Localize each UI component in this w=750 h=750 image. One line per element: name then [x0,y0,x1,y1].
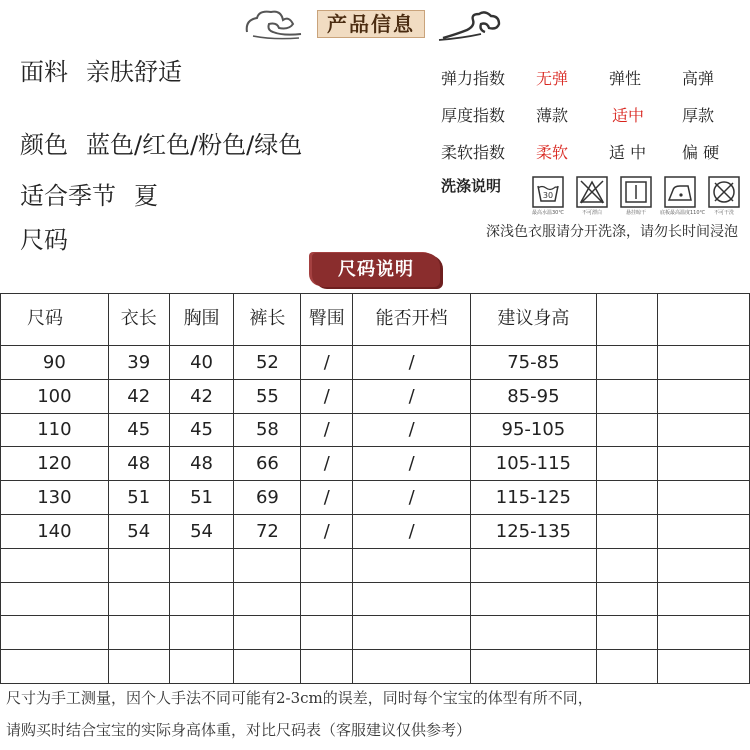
table-cell: 90 [1,346,109,380]
table-row [1,616,750,650]
table-cell [169,548,234,582]
table-cell [471,582,597,616]
size-label: 尺码 [20,226,68,254]
table-cell: 40 [169,346,234,380]
table-cell [596,379,658,413]
table-cell: 120 [1,447,109,481]
fabric-line [20,52,182,87]
table-cell: 51 [169,481,234,515]
table-row [1,447,750,481]
table-cell [353,582,471,616]
fabric-label: 面料 [20,58,68,86]
table-cell [234,650,301,684]
table-cell: 54 [169,514,234,548]
index-option: 无弹 [536,69,569,88]
fabric-value: 亲肤舒适 [86,58,182,86]
table-cell [169,582,234,616]
table-cell: 45 [169,413,234,447]
table-cell: / [353,481,471,515]
index-label: 厚度指数 [441,106,506,125]
footer-note-2: 请购买时结合宝宝的实际身高体重，对比尺码表（客服建议仅供参考） [6,721,472,739]
table-cell: / [353,413,471,447]
table-row [1,413,750,447]
color-line [20,125,302,160]
size-line [20,220,68,255]
table-cell [301,650,353,684]
column-header: 臀围 [301,294,353,346]
table-cell [1,548,109,582]
color-label: 颜色 [20,131,68,159]
table-cell: 54 [108,514,169,548]
table-cell: 95-105 [471,413,597,447]
index-option: 高弹 [682,69,715,88]
table-cell [234,582,301,616]
column-header [658,294,750,346]
table-cell [658,413,750,447]
table-cell: / [353,346,471,380]
table-cell: 115-125 [471,481,597,515]
table-cell [353,548,471,582]
wash-30-icon [532,176,564,220]
index-option: 适 中 [609,143,647,162]
table-cell: 140 [1,514,109,548]
table-cell: / [301,413,353,447]
column-header [596,294,658,346]
column-header: 裤长 [234,294,301,346]
wash-icon-caption: 不可漂白 [581,210,602,216]
table-cell [1,582,109,616]
index-option: 厚款 [682,106,715,125]
size-table [0,293,750,684]
table-cell [596,346,658,380]
column-header: 胸围 [169,294,234,346]
table-row [1,514,750,548]
table-cell: / [353,447,471,481]
cloud-right-icon [437,8,505,42]
table-cell: 48 [108,447,169,481]
table-cell: 100 [1,379,109,413]
table-cell: / [353,514,471,548]
table-cell [234,616,301,650]
cloud-left-icon [243,8,305,42]
table-cell: 110 [1,413,109,447]
table-cell [169,616,234,650]
table-header-row [1,294,750,346]
wash-icon-caption: 底板最高温度110℃ [660,210,706,216]
column-header: 能否开档 [353,294,471,346]
wash-icon-caption: 悬挂晾干 [625,210,646,216]
table-cell: 125-135 [471,514,597,548]
hang-dry-icon [620,176,652,220]
table-cell: / [301,346,353,380]
season-value: 夏 [134,182,158,210]
table-cell [596,481,658,515]
no-dryclean-icon [708,176,740,220]
table-cell: / [301,481,353,515]
wash-icon-caption: 最高水温30℃ [532,210,564,216]
index-option: 偏 硬 [682,143,720,162]
table-row [1,650,750,684]
table-cell: 130 [1,481,109,515]
table-cell: 69 [234,481,301,515]
wash-icons [532,176,742,220]
table-row [1,548,750,582]
table-cell: 105-115 [471,447,597,481]
header [0,0,750,48]
table-cell [596,514,658,548]
column-header: 建议身高 [471,294,597,346]
table-cell: / [301,379,353,413]
table-cell: 45 [108,413,169,447]
table-cell: 51 [108,481,169,515]
column-header: 尺码 [1,294,109,346]
table-cell: 85-95 [471,379,597,413]
size-chart-title: 尺码说明 [312,253,440,287]
table-cell [169,650,234,684]
table-cell [596,447,658,481]
table-cell: 42 [169,379,234,413]
wash-icon-caption: 不可干洗 [713,210,734,216]
table-cell [1,616,109,650]
index-label: 弹力指数 [441,69,506,88]
column-header: 衣长 [108,294,169,346]
table-cell [658,481,750,515]
iron-low-icon [660,176,706,220]
table-cell [596,548,658,582]
table-cell: 72 [234,514,301,548]
season-label: 适合季节 [20,182,116,210]
table-cell [471,616,597,650]
season-line [20,176,158,211]
table-row [1,379,750,413]
table-cell: 42 [108,379,169,413]
table-cell [301,616,353,650]
table-cell: 48 [169,447,234,481]
table-row [1,582,750,616]
table-cell [1,650,109,684]
index-option: 适中 [612,106,645,125]
index-option: 柔软 [536,143,569,162]
table-cell [658,548,750,582]
table-cell: 52 [234,346,301,380]
table-cell [658,582,750,616]
table-cell: 39 [108,346,169,380]
color-value: 蓝色/红色/粉色/绿色 [86,131,303,159]
table-cell [301,548,353,582]
table-cell [108,616,169,650]
wash-note: 深浅色衣服请分开洗涤，请勿长时间浸泡 [486,224,738,240]
table-row [1,481,750,515]
table-cell [471,650,597,684]
table-cell: 66 [234,447,301,481]
table-cell: / [301,447,353,481]
svg-text:30: 30 [542,191,554,200]
footer-note-1: 尺寸为手工测量，因个人手法不同可能有2-3cm的误差，同时每个宝宝的体型有所不同， [6,689,593,707]
table-cell [108,650,169,684]
table-cell [658,379,750,413]
index-label: 柔软指数 [441,143,506,162]
table-cell [658,650,750,684]
table-cell: / [353,379,471,413]
table-cell [596,650,658,684]
index-option: 薄款 [536,106,569,125]
table-cell [353,650,471,684]
table-cell [658,346,750,380]
table-cell [301,582,353,616]
table-cell: 58 [234,413,301,447]
table-cell [471,548,597,582]
header-title: 产品信息 [317,10,425,38]
wash-label: 洗涤说明 [441,177,502,195]
table-cell: 55 [234,379,301,413]
table-cell [596,413,658,447]
table-row [1,346,750,380]
table-cell [658,447,750,481]
table-cell [234,548,301,582]
table-cell [596,582,658,616]
table-cell [596,616,658,650]
no-bleach-icon [576,176,608,220]
index-option: 弹性 [609,69,642,88]
table-cell: / [301,514,353,548]
table-cell [108,548,169,582]
table-cell [658,514,750,548]
table-cell [108,582,169,616]
table-cell: 75-85 [471,346,597,380]
table-cell [658,616,750,650]
table-cell [353,616,471,650]
